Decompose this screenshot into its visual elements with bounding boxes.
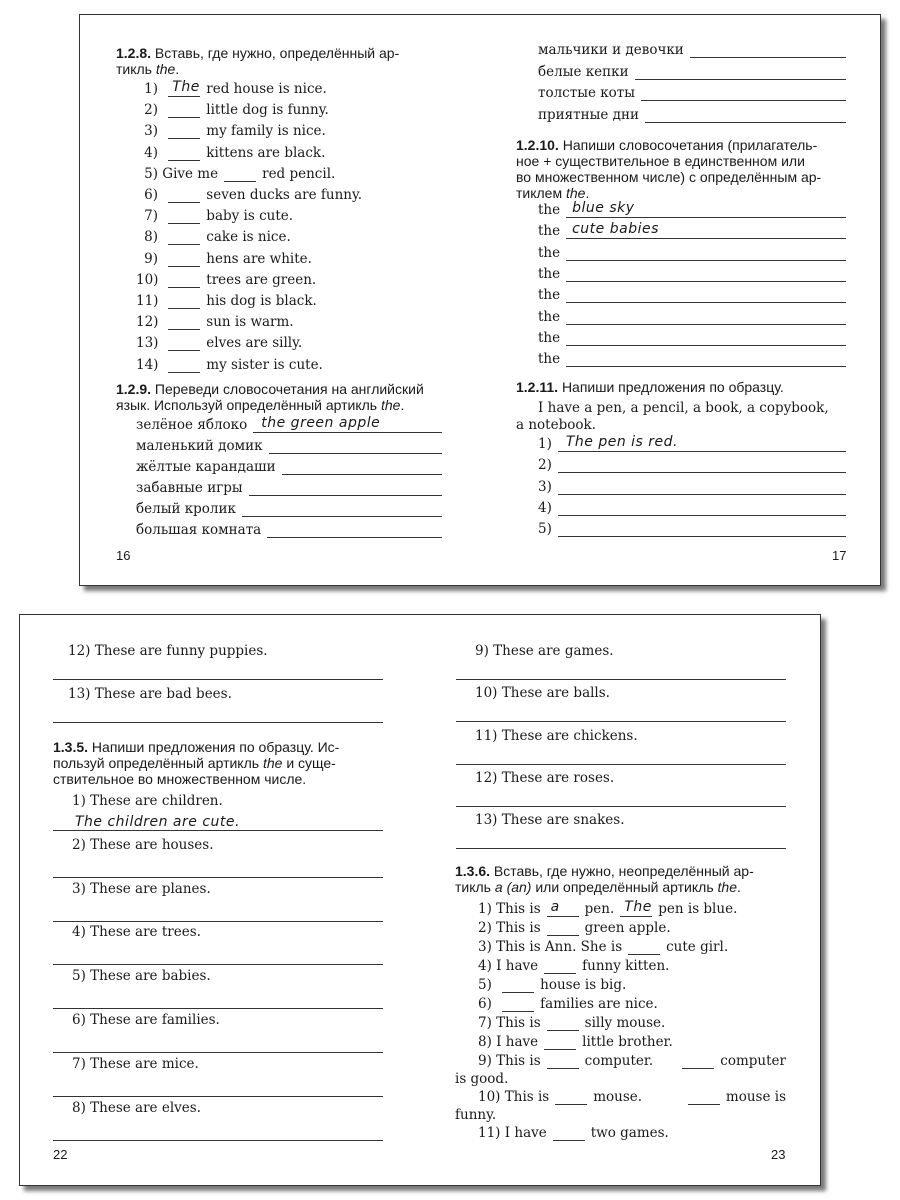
russian-phrase: жёлтые карандаши [136, 459, 276, 475]
item-text: These are balls. [501, 685, 610, 702]
russian-phrase: приятные дни [538, 106, 639, 123]
sentence-item [72, 881, 211, 897]
item-text: hens are white. [206, 250, 312, 267]
item-number: 13) [136, 335, 159, 352]
item-number: 7) [144, 208, 158, 225]
item-text: trees are green. [206, 271, 317, 288]
sentence-item [475, 685, 610, 701]
handwritten-answer: The [172, 79, 200, 95]
translation-item [538, 42, 846, 58]
item-number: 2) [478, 920, 492, 936]
exercise-1-2-10-heading: 1.2.10. Напиши словосочетания (прилагатель- ное + существительное в единственном или во множественном числе) с определённым ар- тиклем the. [516, 137, 822, 201]
exercise-item [136, 293, 317, 309]
exercise-1-3-5-heading: 1.3.5. Напиши предложения по образцу. Ис- пользуй определённый артикль the и суще- ствительное во множественном числе. [53, 739, 340, 787]
item-number: 10) [136, 271, 159, 288]
item-number: 1) [478, 901, 492, 917]
answer-line[interactable] [282, 460, 442, 475]
item-number: 5) [478, 977, 492, 993]
exercise-item [136, 166, 335, 182]
russian-phrase: мальчики и девочки [538, 42, 684, 58]
answer-line[interactable] [267, 523, 442, 538]
translation-item [538, 107, 846, 123]
answer-line[interactable] [635, 65, 846, 80]
exercise-item [136, 145, 325, 161]
writing-line[interactable] [53, 1096, 383, 1097]
sentence-item [72, 1100, 201, 1116]
item-text: seven ducks are funny. [206, 187, 363, 203]
item-number: 8) [144, 229, 158, 246]
item-number: 8) [478, 1034, 492, 1050]
article-blank[interactable] [168, 294, 200, 309]
writing-line[interactable] [456, 721, 786, 722]
item-text: This is [496, 1015, 541, 1031]
item-text: These are funny puppies. [94, 643, 268, 659]
article-word: the [538, 265, 561, 282]
phrase-item [538, 202, 846, 218]
writing-line[interactable] [53, 1140, 383, 1141]
translation-item [538, 85, 846, 101]
writing-line[interactable] [456, 848, 786, 849]
writing-line[interactable] [53, 722, 383, 723]
sentence-item [68, 686, 232, 702]
writing-line[interactable] [53, 1052, 383, 1053]
item-text: two games. [590, 1125, 669, 1141]
item-number: 11) [475, 727, 498, 744]
item-text: green apple. [584, 920, 671, 936]
sentence-item [538, 500, 846, 516]
answer-line[interactable] [566, 246, 846, 261]
article-word: the [538, 329, 561, 346]
article-blank[interactable] [547, 1016, 579, 1031]
item-number: 1) [72, 793, 86, 809]
article-blank[interactable] [544, 959, 576, 974]
item-number: 3) [478, 939, 492, 955]
sentence-item [72, 837, 214, 853]
item-number: 3) [538, 478, 552, 495]
item-number: 2) [538, 457, 552, 474]
phrase-item [538, 266, 846, 282]
exercise-1-2-8-heading: 1.2.8. Вставь, где нужно, определённый ар- тикль the. [116, 45, 400, 77]
answer-line[interactable] [558, 522, 846, 537]
article-blank[interactable] [688, 1090, 720, 1105]
item-text: my sister is cute. [206, 356, 323, 373]
item-text: These are families. [90, 1012, 220, 1028]
item-number: 9) [475, 643, 489, 659]
item-text: These are mice. [90, 1055, 199, 1072]
item-text: This is [504, 1089, 550, 1105]
exercise-item [478, 1015, 786, 1031]
writing-line[interactable] [53, 679, 383, 680]
sample-line-2: a notebook. [516, 417, 596, 433]
writing-line[interactable] [456, 764, 786, 765]
sentence-item [475, 770, 614, 786]
article-blank[interactable] [168, 79, 200, 97]
article-blank[interactable] [168, 252, 200, 267]
item-number: 1) [144, 81, 158, 97]
exercise-item [136, 102, 329, 118]
item-text: red house is nice. [206, 81, 327, 97]
item-number: 4) [538, 499, 552, 516]
answer-line[interactable] [566, 200, 846, 218]
article-word: the [538, 202, 561, 218]
answer-line[interactable] [566, 267, 846, 282]
item-text: These are babies. [90, 968, 211, 985]
item-number: 1) [538, 436, 552, 452]
answer-line[interactable] [558, 458, 846, 473]
answer-line[interactable] [566, 352, 846, 367]
article-blank[interactable] [168, 146, 200, 161]
item-text: is good. [455, 1071, 509, 1087]
exercise-item [478, 901, 786, 917]
article-word: the [538, 308, 561, 325]
exercise-item [136, 229, 291, 245]
exercise-item [136, 81, 327, 97]
item-number: 10) [478, 1089, 501, 1105]
article-blank[interactable] [547, 921, 579, 936]
page-number-left: 22 [53, 1147, 68, 1162]
exercise-item [478, 958, 786, 974]
writing-line[interactable] [53, 814, 383, 831]
russian-phrase: большая комната [136, 522, 262, 538]
item-text: I have [496, 1034, 539, 1050]
item-text: kittens are black. [206, 144, 326, 161]
item-text: This is Ann. She is [496, 939, 623, 955]
item-text: pen is blue. [658, 901, 738, 917]
answer-line[interactable] [690, 43, 846, 58]
phrase-item [538, 287, 846, 303]
exercise-item [478, 977, 786, 993]
exercise-item [478, 1125, 786, 1141]
answer-line[interactable] [641, 86, 846, 101]
item-number: 5) [538, 521, 552, 538]
item-text: These are games. [493, 643, 614, 659]
russian-phrase: зелёное яблоко [136, 417, 248, 433]
item-number: 12) [136, 314, 159, 331]
writing-line[interactable] [53, 964, 383, 965]
sentence-item [538, 436, 846, 452]
item-text: little brother. [582, 1034, 673, 1050]
answer-line[interactable] [269, 439, 442, 454]
item-text: I have [496, 958, 539, 974]
exercise-item [136, 272, 316, 288]
exercise-item [136, 314, 294, 330]
article-blank[interactable] [502, 978, 534, 993]
article-blank[interactable] [553, 1126, 585, 1141]
sentence-item [475, 812, 625, 828]
item-text: his dog is black. [206, 293, 317, 309]
translation-item [136, 501, 442, 517]
answer-line[interactable] [566, 310, 846, 325]
exercise-item [478, 920, 786, 936]
sentence-item [538, 521, 846, 537]
answer-line[interactable] [249, 481, 442, 496]
article-blank[interactable] [168, 124, 200, 139]
item-text: This is [496, 901, 541, 917]
item-number: 3) [72, 880, 86, 897]
answer-line[interactable] [566, 288, 846, 303]
item-number: 12) [475, 769, 498, 786]
item-text: These are planes. [90, 880, 211, 897]
handwritten-answer: The [624, 899, 652, 915]
article-word: the [538, 223, 561, 240]
page-number-right: 17 [832, 548, 847, 563]
item-continuation [455, 1107, 496, 1123]
item-text: elves are silly. [206, 335, 303, 352]
article-blank[interactable] [224, 167, 256, 182]
item-number: 2) [144, 102, 158, 119]
sentence-item [475, 643, 614, 659]
answer-line[interactable] [253, 415, 442, 433]
item-text: funny. [455, 1107, 497, 1123]
item-text: These are children. [90, 793, 223, 809]
sentence-item [72, 1056, 199, 1072]
item-text: This is [496, 920, 541, 936]
exercise-item [478, 996, 786, 1012]
item-number: 9) [478, 1053, 492, 1069]
spread-pages-16-17 [79, 14, 881, 586]
exercise-item [478, 1089, 786, 1105]
sentence-item [72, 924, 201, 940]
item-text: These are houses. [90, 836, 214, 853]
exercise-item [136, 357, 323, 373]
answer-line[interactable] [558, 501, 846, 516]
handwritten-answer: cute babies [572, 221, 659, 238]
sample-line-1: I have a pen, a pencil, a book, a copybook, [538, 400, 829, 416]
item-text: pen. [584, 901, 615, 917]
translation-item [136, 522, 442, 538]
article-word: the [538, 287, 561, 304]
item-number: 4) [144, 144, 158, 161]
russian-phrase: забавные игры [136, 480, 243, 496]
item-number: 5) [72, 968, 86, 985]
answer-line[interactable] [645, 108, 846, 123]
article-blank[interactable] [168, 336, 200, 351]
exercise-item [136, 251, 312, 267]
item-text: These are snakes. [501, 812, 625, 829]
item-number: 7) [478, 1015, 492, 1031]
exercise-1-2-9-heading: 1.2.9. Переведи словосочетания на английский язык. Используй определённый артикль the. [116, 381, 424, 413]
item-text: These are trees. [90, 924, 201, 941]
sentence-item [68, 643, 268, 659]
exercise-item [136, 208, 293, 224]
item-text: This is [496, 1053, 541, 1069]
handwritten-answer: The pen is red. [565, 434, 679, 450]
article-blank[interactable] [547, 1054, 579, 1069]
sentence-item [538, 479, 846, 495]
item-text: house is big. [540, 977, 627, 993]
writing-line[interactable] [456, 806, 786, 807]
article-blank[interactable] [682, 1054, 714, 1069]
sentence-item [72, 968, 211, 984]
item-number: 7) [72, 1055, 86, 1072]
translation-item [136, 480, 442, 496]
article-blank[interactable] [628, 940, 660, 955]
exercise-item [136, 187, 362, 203]
writing-line[interactable] [53, 1008, 383, 1009]
item-number: 9) [144, 250, 158, 267]
translation-item [136, 459, 442, 475]
item-number: 6) [478, 996, 492, 1012]
item-number: 3) [144, 123, 158, 140]
item-continuation [455, 1071, 508, 1087]
exercise-item [478, 939, 786, 955]
phrase-item [538, 330, 846, 346]
page-number-left: 16 [116, 548, 131, 563]
exercise-item [478, 1034, 786, 1050]
phrase-item [538, 351, 846, 367]
item-number: 10) [475, 685, 498, 702]
writing-line[interactable] [53, 921, 383, 922]
item-text: computer [720, 1053, 786, 1069]
item-number: 11) [136, 293, 159, 309]
spread-pages-22-23 [19, 614, 821, 1186]
item-text: These are elves. [90, 1099, 201, 1116]
article-blank[interactable] [555, 1090, 587, 1105]
item-text: I have [504, 1125, 547, 1141]
item-number: 6) [144, 187, 158, 203]
russian-phrase: белые кепки [538, 63, 629, 80]
phrase-item [538, 245, 846, 261]
item-number: 14) [136, 356, 159, 373]
item-text: red pencil. [262, 165, 336, 182]
item-text: mouse is [725, 1089, 786, 1105]
phrase-item [538, 223, 846, 239]
answer-line[interactable] [558, 480, 846, 495]
article-blank[interactable] [168, 230, 200, 245]
item-number: 13) [475, 812, 498, 829]
item-text: sun is warm. [206, 314, 294, 331]
writing-line[interactable] [456, 679, 786, 680]
item-text: mouse. [593, 1089, 643, 1105]
russian-phrase: белый кролик [136, 501, 236, 517]
item-number: 8) [72, 1099, 86, 1116]
item-text: little dog is funny. [206, 102, 329, 119]
article-blank[interactable] [620, 899, 652, 917]
item-text: These are bad bees. [94, 686, 232, 702]
item-text: funny kitten. [582, 958, 670, 974]
writing-line[interactable] [53, 877, 383, 878]
sentence-item [72, 793, 223, 809]
answer-line[interactable] [566, 221, 846, 239]
answer-line[interactable] [558, 434, 846, 452]
item-text: cake is nice. [206, 229, 291, 246]
handwritten-answer: The children are cute. [75, 814, 240, 830]
item-number: 2) [72, 836, 86, 853]
russian-phrase: толстые коты [538, 85, 636, 101]
phrase-item [538, 309, 846, 325]
translation-item [136, 438, 442, 454]
article-word: the [538, 244, 561, 261]
article-blank[interactable] [502, 997, 534, 1012]
handwritten-answer: the green apple [261, 415, 381, 431]
item-text: cute girl. [666, 939, 729, 955]
article-blank[interactable] [168, 315, 200, 330]
sentence-item [538, 457, 846, 473]
article-blank[interactable] [168, 188, 200, 203]
handwritten-answer: a [550, 899, 560, 915]
item-text: These are chickens. [501, 727, 638, 744]
page-number-right: 23 [771, 1147, 786, 1162]
article-blank[interactable] [547, 899, 579, 917]
article-blank[interactable] [168, 103, 200, 118]
article-blank[interactable] [168, 209, 200, 224]
translation-item [538, 64, 846, 80]
item-text: computer. [584, 1053, 654, 1069]
answer-line[interactable] [242, 502, 442, 517]
exercise-1-3-6-heading: 1.3.6. Вставь, где нужно, неопределённый ар- тикль a (an) или определённый артикль the. [455, 863, 754, 895]
article-blank[interactable] [168, 358, 200, 373]
article-word: the [538, 351, 561, 368]
item-text: baby is cute. [206, 208, 294, 225]
item-number: 12) [68, 643, 91, 659]
article-blank[interactable] [168, 273, 200, 288]
item-number: 6) [72, 1012, 86, 1028]
item-prefix: Give me [162, 165, 219, 182]
item-text: These are roses. [501, 769, 615, 786]
item-text: silly mouse. [584, 1015, 666, 1031]
sentence-item [72, 1012, 220, 1028]
sentence-item [475, 728, 638, 744]
item-number: 11) [478, 1125, 501, 1141]
item-number: 4) [72, 924, 86, 941]
exercise-item [478, 1053, 786, 1069]
handwritten-answer: blue sky [572, 200, 635, 216]
article-blank[interactable] [544, 1035, 576, 1050]
item-number: 5) [144, 165, 158, 182]
russian-phrase: маленький домик [136, 438, 263, 454]
exercise-1-2-11-heading: 1.2.11. Напиши предложения по образцу. [516, 379, 784, 395]
item-number: 13) [68, 686, 91, 702]
exercise-item [136, 123, 326, 139]
answer-line[interactable] [566, 331, 846, 346]
item-text: families are nice. [540, 996, 658, 1012]
translation-item [136, 417, 442, 433]
item-text: my family is nice. [206, 123, 326, 140]
exercise-item [136, 335, 302, 351]
item-number: 4) [478, 958, 492, 974]
